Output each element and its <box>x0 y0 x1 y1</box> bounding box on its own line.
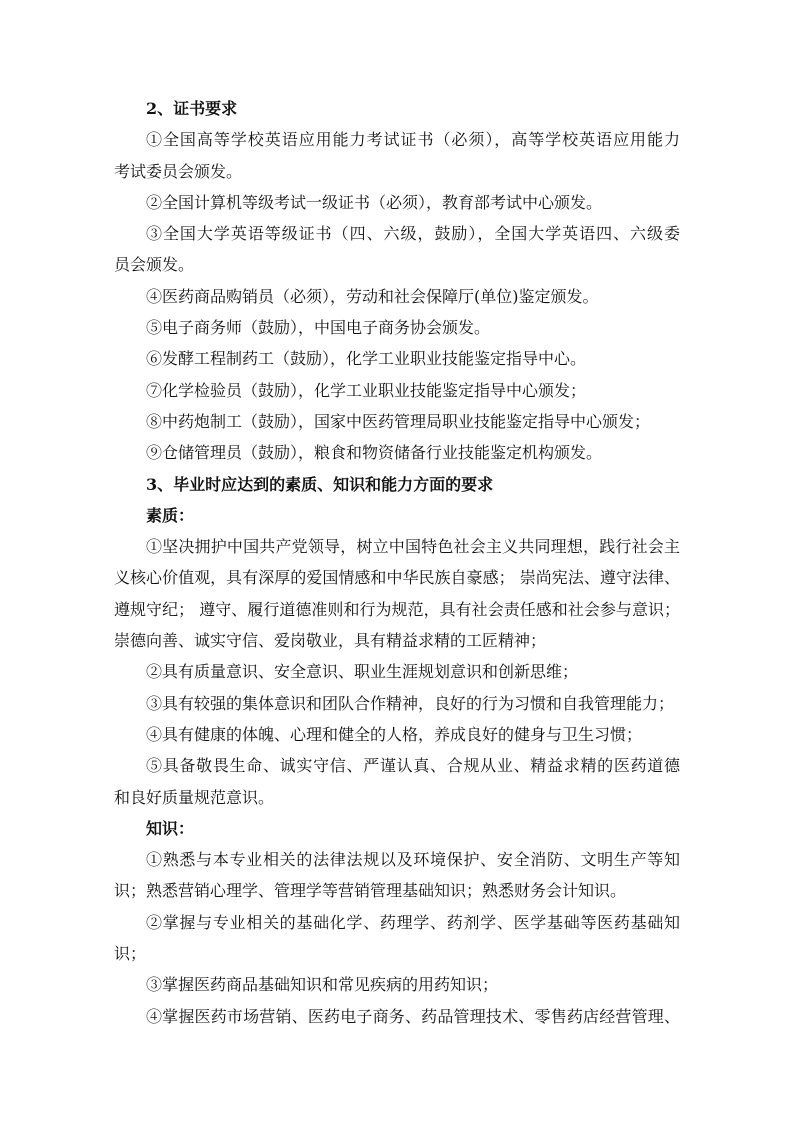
quality-item-5-line-2: 和良好质量规范意识。 <box>114 787 275 807</box>
knowledge-item-4-line-1: ④掌握医药市场营销、医药电子商务、药品管理技术、零售药店经营管理、 <box>146 1006 680 1026</box>
quality-item-1-line-1: ①坚决拥护中国共产党领导，树立中国特色社会主义共同理想，践行社会主 <box>146 537 680 557</box>
subheading-quality: 素质： <box>146 505 195 525</box>
section-heading-graduation: 3、毕业时应达到的素质、知识和能力方面的要求 <box>146 474 494 494</box>
document-body <box>114 93 680 1032</box>
subheading-knowledge: 知识： <box>146 818 195 838</box>
quality-item-2: ②具有质量意识、安全意识、职业生涯规划意识和创新思维； <box>146 662 579 682</box>
quality-item-5-line-1: ⑤具备敬畏生命、诚实守信、严谨认真、合规从业、精益求精的医药道德 <box>146 756 680 776</box>
knowledge-item-2-line-1: ②掌握与专业相关的基础化学、药理学、药剂学、医学基础等医药基础知 <box>146 912 680 932</box>
cert-item-8: ⑧中药炮制工（鼓励），国家中医药管理局职业技能鉴定指导中心颁发； <box>146 411 651 431</box>
quality-item-4: ④具有健康的体魄、心理和健全的人格，养成良好的健身与卫生习惯； <box>146 724 643 744</box>
knowledge-item-2-line-2: 识； <box>114 944 147 964</box>
cert-item-2: ②全国计算机等级考试一级证书（必须），教育部考试中心颁发。 <box>146 192 603 212</box>
cert-item-4: ④医药商品购销员（必须），劳动和社会保障厅(单位)鉴定颁发。 <box>146 286 599 306</box>
cert-item-9: ⑨仓储管理员（鼓励），粮食和物资储备行业技能鉴定机构颁发。 <box>146 443 603 463</box>
cert-item-3-line-2: 员会颁发。 <box>114 255 195 275</box>
quality-item-1-line-3: 遵规守纪； 遵守、履行道德准则和行为规范，具有社会责任感和社会参与意识； <box>114 599 680 619</box>
quality-item-3: ③具有较强的集体意识和团队合作精神，良好的行为习惯和自我管理能力； <box>146 693 675 713</box>
cert-item-5: ⑤电子商务师（鼓励），中国电子商务协会颁发。 <box>146 318 491 338</box>
knowledge-item-3: ③掌握医药商品基础知识和常见疾病的用药知识； <box>146 975 499 995</box>
cert-item-3-line-1: ③全国大学英语等级证书（四、六级，鼓励），全国大学英语四、六级委 <box>146 224 680 244</box>
cert-item-1-line-1: ①全国高等学校英语应用能力考试证书（必须），高等学校英语应用能力 <box>146 130 680 150</box>
knowledge-item-1-line-2: 识；熟悉营销心理学、管理学等营销管理基础知识；熟悉财务会计知识。 <box>114 881 627 901</box>
cert-item-7: ⑦化学检验员（鼓励），化学工业职业技能鉴定指导中心颁发； <box>146 380 587 400</box>
cert-item-1-line-2: 考试委员会颁发。 <box>114 161 243 181</box>
section-heading-certificates: 2、证书要求 <box>146 99 238 118</box>
quality-item-1-line-4: 崇德向善、诚实守信、爱岗敬业，具有精益求精的工匠精神； <box>114 631 547 651</box>
quality-item-1-line-2: 义核心价值观，具有深厚的爱国情感和中华民族自豪感； 崇尚宪法、遵守法律、 <box>114 568 680 588</box>
cert-item-6: ⑥发酵工程制药工（鼓励），化学工业职业技能鉴定指导中心。 <box>146 349 587 369</box>
knowledge-item-1-line-1: ①熟悉与本专业相关的法律法规以及环境保护、安全消防、文明生产等知 <box>146 850 680 870</box>
